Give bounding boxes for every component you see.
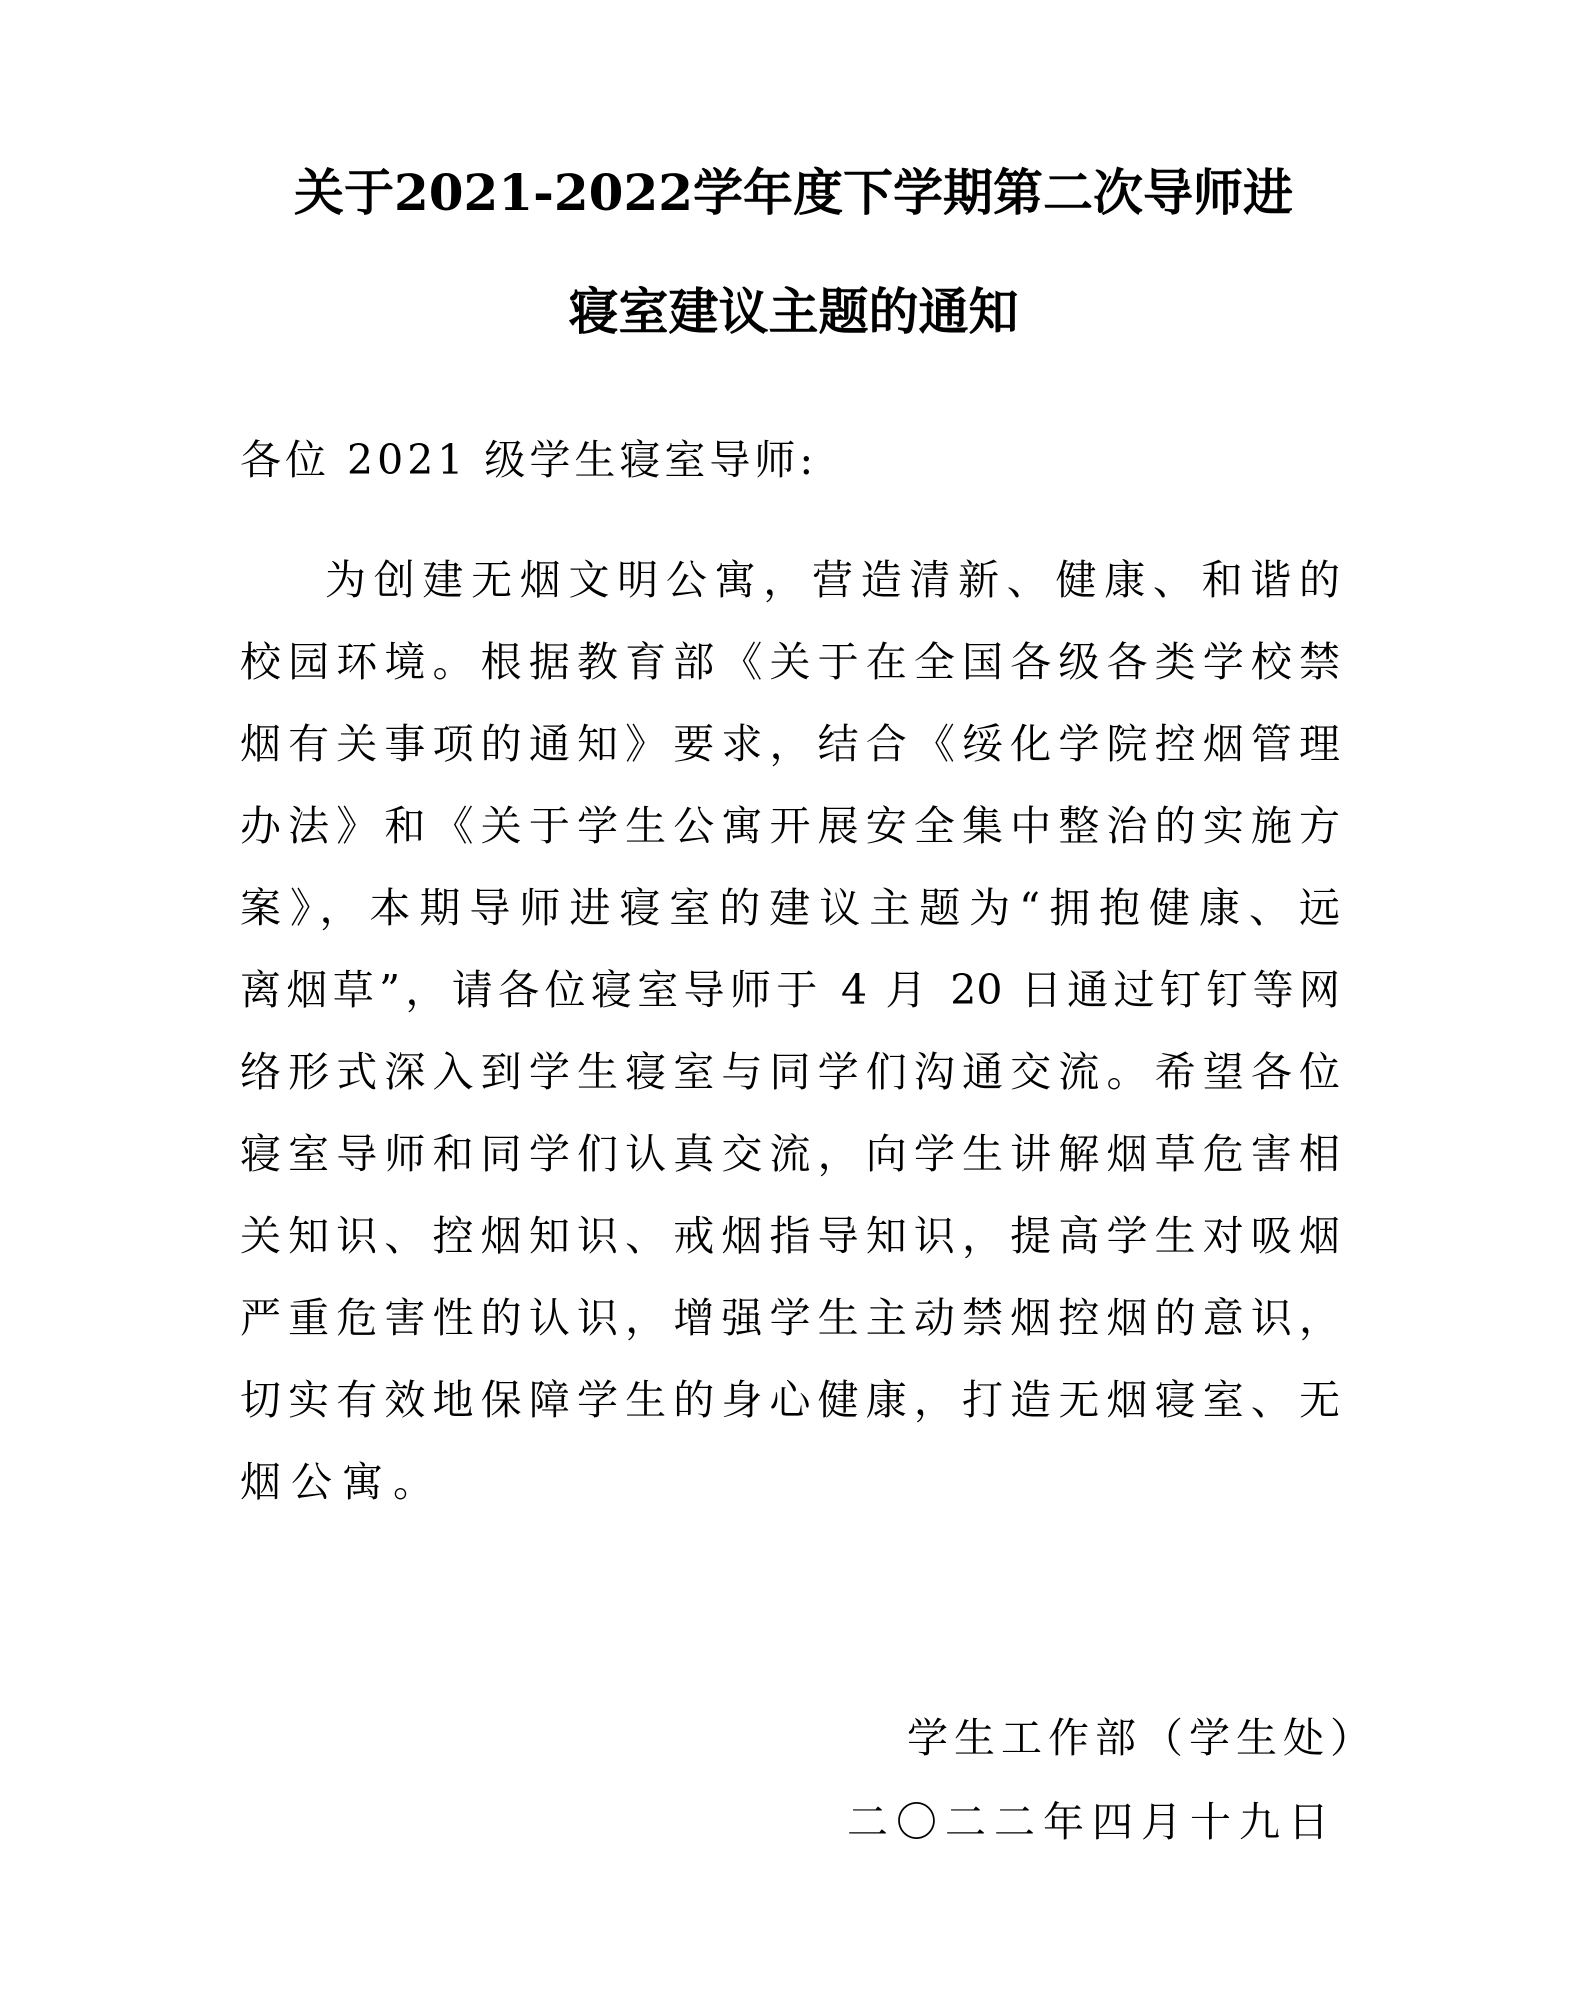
- signature-date: 二〇二二年四月十九日: [847, 1798, 1337, 1846]
- body-line-4: 办法》和《关于学生公寓开展安全集中整治的实施方: [240, 802, 1340, 850]
- body-line-9: 关知识、控烟知识、戒烟指导知识，提高学生对吸烟: [240, 1212, 1340, 1260]
- body-line-6: 离烟草”，请各位寝室导师于 4 月 20 日通过钉钉等网: [240, 966, 1340, 1014]
- document-title-line-1: 关于2021-2022学年度下学期第二次导师进: [293, 163, 1294, 222]
- body-line-12: 烟公寓。: [240, 1458, 444, 1506]
- salutation: 各位 2021 级学生寝室导师:: [240, 436, 818, 484]
- body-line-5: 案》，本期导师进寝室的建议主题为“拥抱健康、远: [240, 884, 1340, 932]
- signature-department: 学生工作部（学生处）: [907, 1714, 1377, 1762]
- body-line-8: 寝室导师和同学们认真交流，向学生讲解烟草危害相: [240, 1130, 1340, 1178]
- body-line-2: 校园环境。根据教育部《关于在全国各级各类学校禁: [240, 638, 1340, 686]
- document-title-line-2: 寝室建议主题的通知: [568, 282, 1019, 341]
- body-line-11: 切实有效地保障学生的身心健康，打造无烟寝室、无: [240, 1376, 1340, 1424]
- body-line-1: 为创建无烟文明公寓，营造清新、健康、和谐的: [325, 556, 1340, 604]
- body-line-3: 烟有关事项的通知》要求，结合《绥化学院控烟管理: [240, 720, 1340, 768]
- body-line-7: 络形式深入到学生寝室与同学们沟通交流。希望各位: [240, 1048, 1340, 1096]
- body-line-10: 严重危害性的认识，增强学生主动禁烟控烟的意识，: [240, 1294, 1340, 1342]
